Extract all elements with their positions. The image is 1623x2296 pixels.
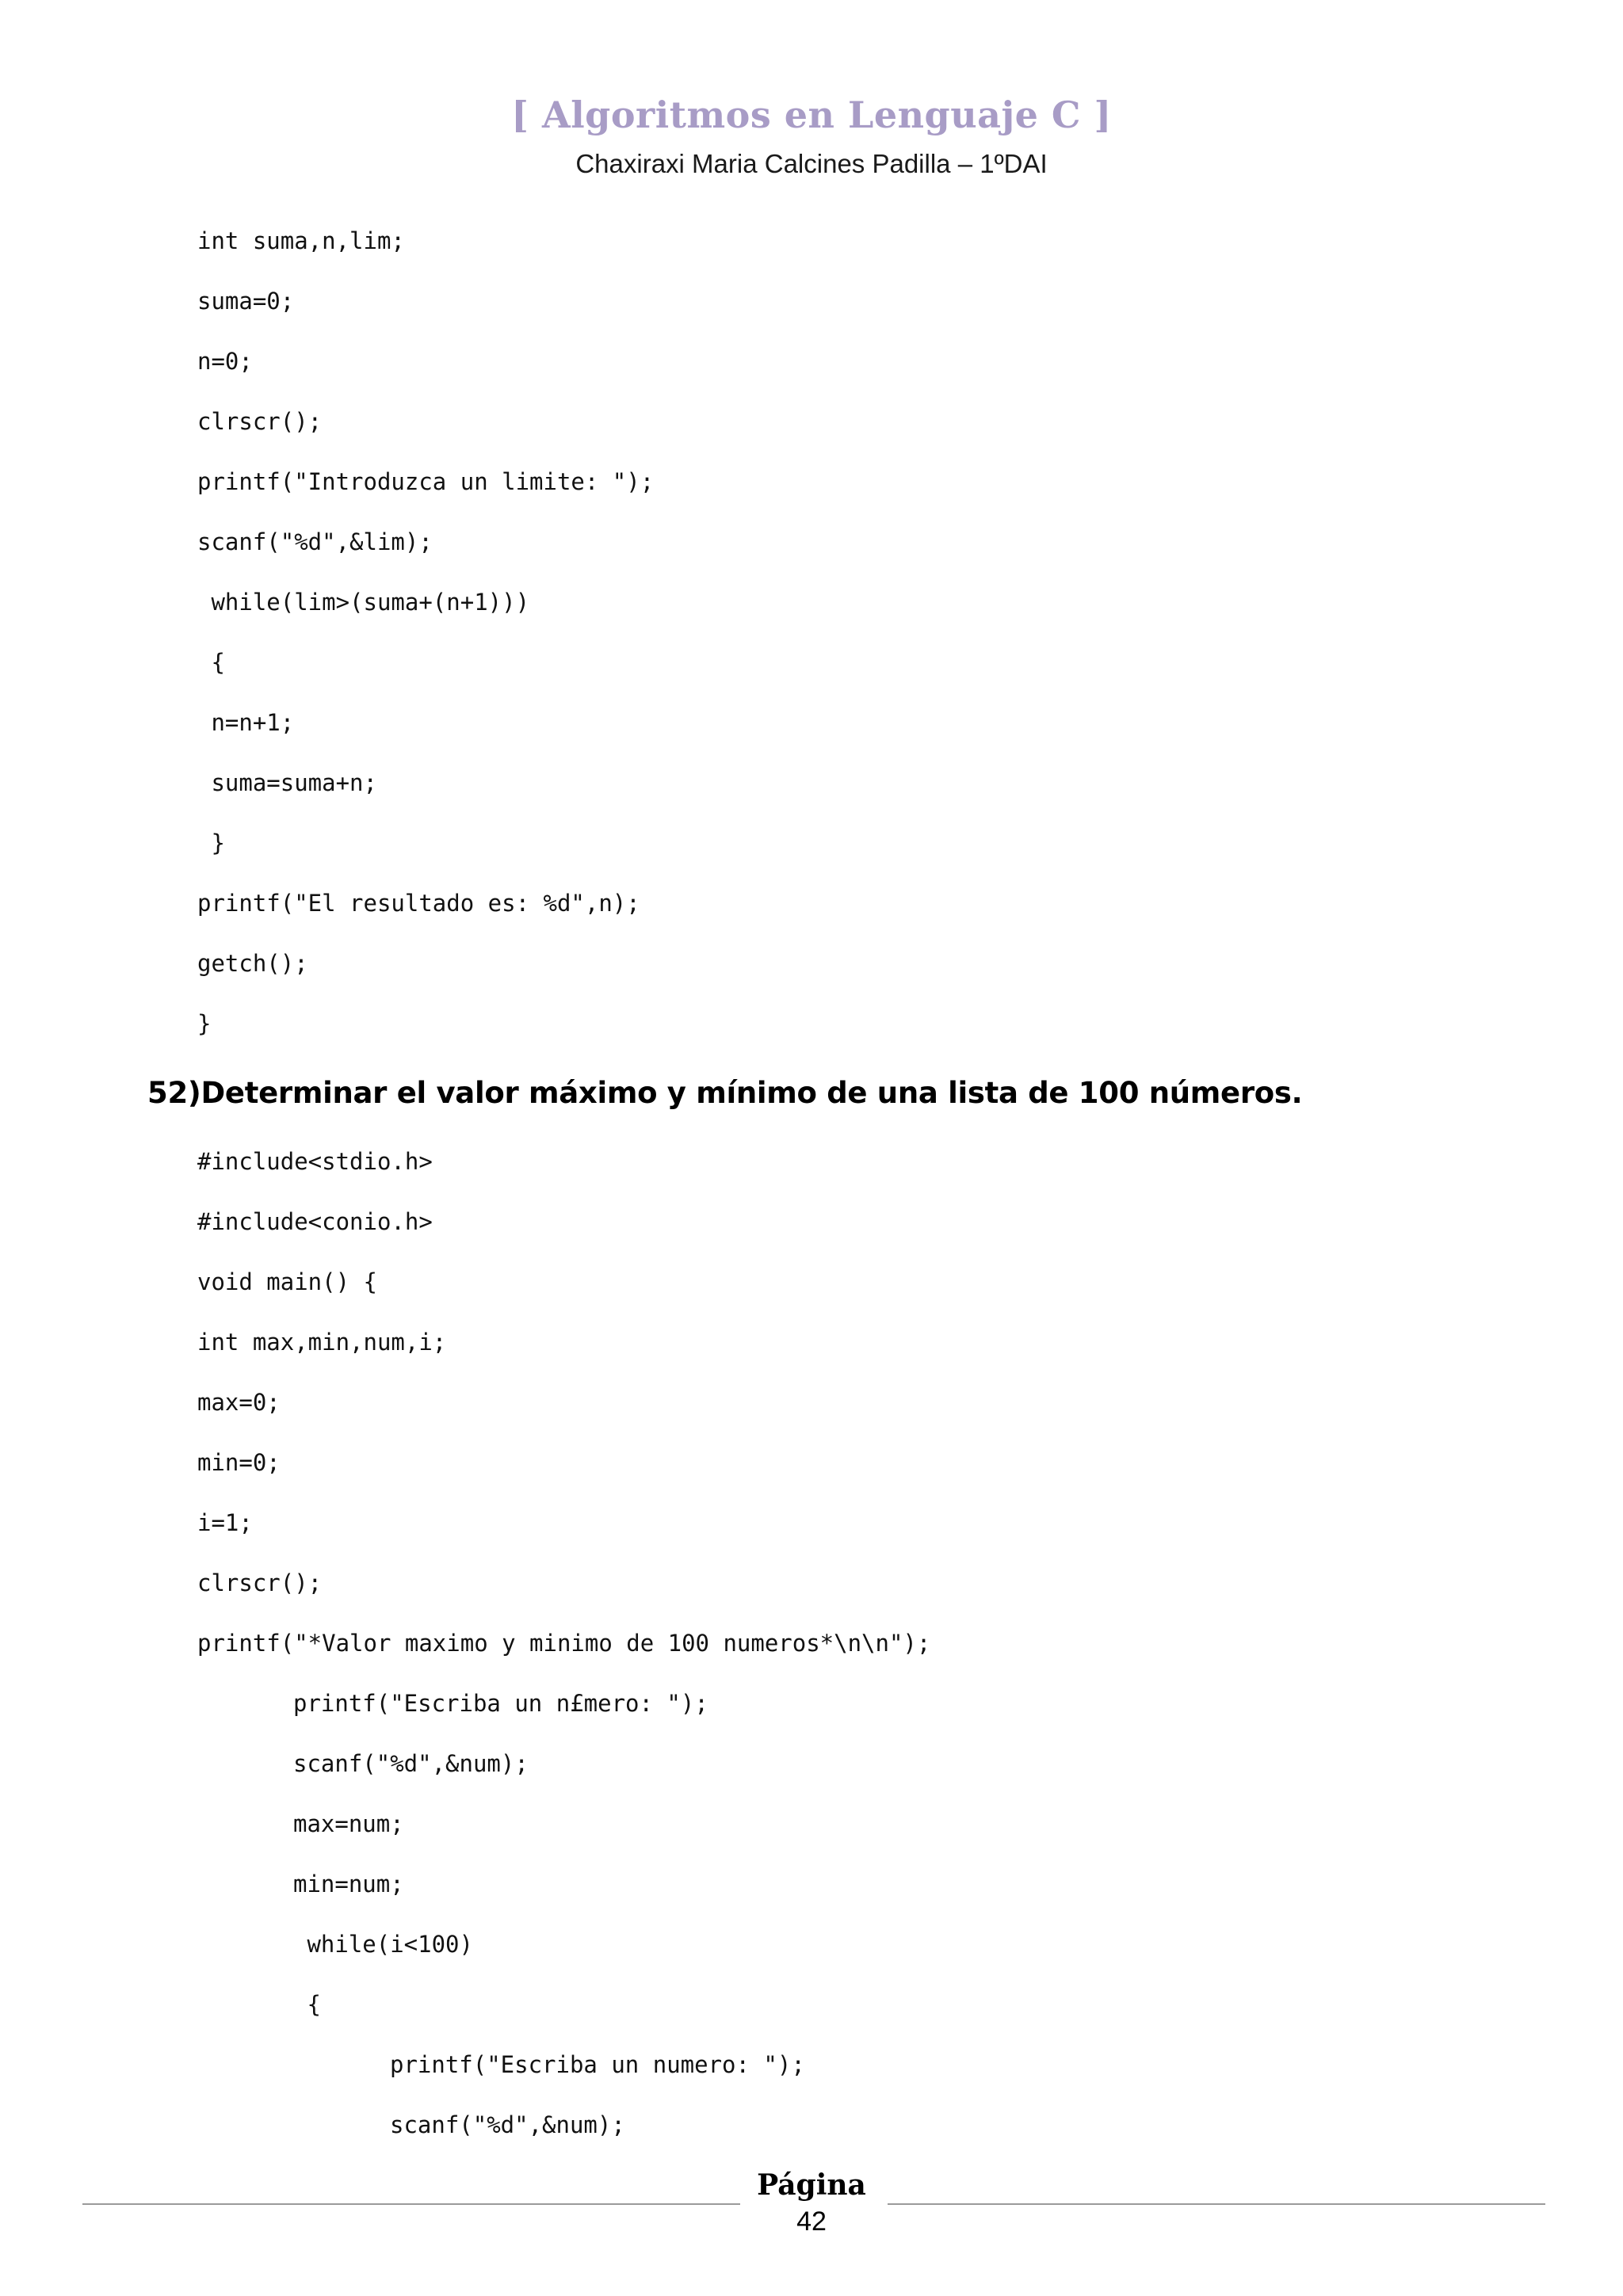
code-line: #include<stdio.h> — [197, 1148, 433, 1175]
code-line: min=num; — [293, 1871, 404, 1897]
code-line: printf("Escriba un n£mero: "); — [293, 1690, 708, 1717]
code-line: n=n+1; — [197, 709, 295, 736]
code-line: printf("*Valor maximo y minimo de 100 numeros*\n\n"); — [197, 1630, 931, 1657]
code-line: suma=suma+n; — [197, 769, 377, 796]
page-label: Página — [757, 2168, 866, 2202]
code-line: printf("El resultado es: %d",n); — [197, 890, 640, 917]
code-line: scanf("%d",&num); — [390, 2111, 625, 2138]
code-line: while(lim>(suma+(n+1))) — [197, 589, 530, 616]
code-line: clrscr(); — [197, 1569, 323, 1596]
code-line: min=0; — [197, 1449, 281, 1476]
code-line: suma=0; — [197, 288, 295, 315]
exercise-heading: 52)Determinar el valor máximo y mínimo de una lista de 100 números. — [147, 1076, 1303, 1110]
code-line: #include<conio.h> — [197, 1208, 433, 1235]
code-line: while(i<100) — [293, 1931, 473, 1958]
code-line: { — [197, 649, 225, 676]
code-line: i=1; — [197, 1509, 253, 1536]
code-line: { — [293, 1991, 321, 2018]
code-line: n=0; — [197, 348, 253, 375]
code-line: clrscr(); — [197, 408, 323, 435]
code-line: printf("Introduzca un limite: "); — [197, 468, 655, 495]
code-line: void main() { — [197, 1268, 377, 1295]
code-line: scanf("%d",&lim); — [197, 528, 433, 555]
footer-divider-left — [82, 2203, 740, 2205]
document-title: [ Algoritmos en Lenguaje C ] — [511, 93, 1112, 136]
code-line: max=num; — [293, 1810, 404, 1837]
document-author: Chaxiraxi Maria Calcines Padilla – 1ºDAI — [575, 149, 1048, 178]
code-line: getch(); — [197, 950, 308, 977]
footer-divider-right — [888, 2203, 1545, 2205]
code-line: scanf("%d",&num); — [293, 1750, 529, 1777]
code-line: } — [197, 830, 225, 856]
code-line: int suma,n,lim; — [197, 227, 405, 254]
code-line: } — [197, 1010, 212, 1037]
code-line: printf("Escriba un numero: "); — [390, 2051, 805, 2078]
page-number: 42 — [796, 2206, 827, 2237]
code-line: int max,min,num,i; — [197, 1329, 447, 1356]
code-line: max=0; — [197, 1389, 281, 1416]
